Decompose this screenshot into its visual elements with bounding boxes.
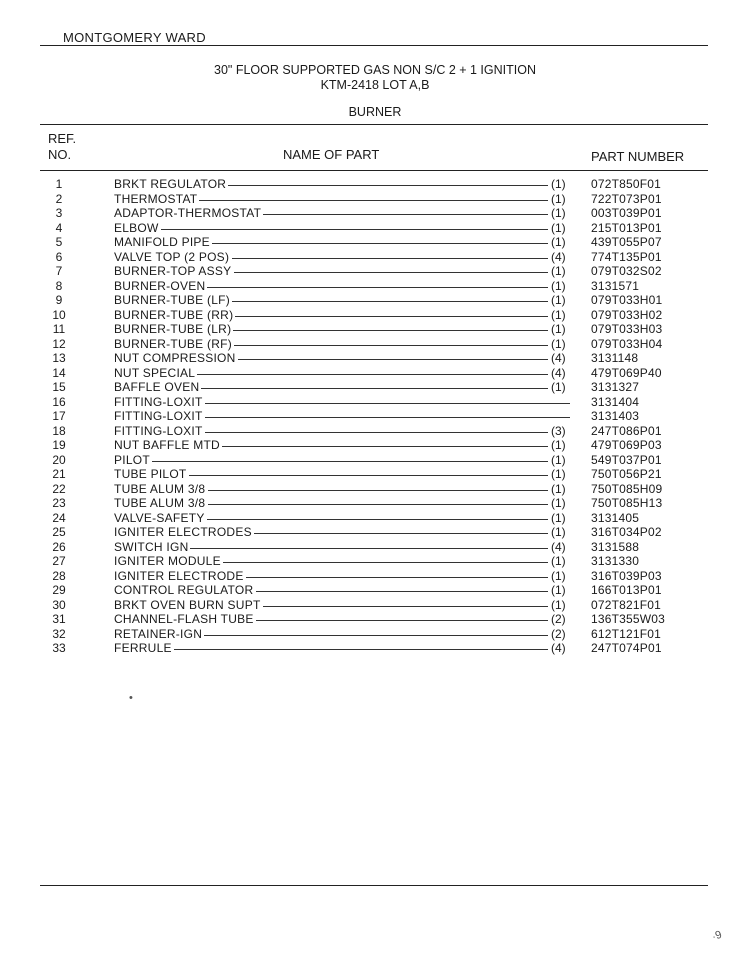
part-name: IGNITER ELECTRODE	[114, 568, 244, 583]
leader-line	[189, 475, 548, 476]
part-ref: 12	[52, 336, 66, 351]
title-line-2: KTM-2418 LOT A,B	[320, 78, 430, 92]
part-ref: 4	[55, 220, 63, 235]
part-quantity: (1)	[551, 235, 566, 249]
part-row	[0, 322, 750, 337]
part-number: 3131404	[591, 394, 640, 409]
part-name: BURNER-TUBE (LF)	[114, 293, 231, 307]
part-ref: 29	[52, 583, 66, 597]
leader-line	[152, 461, 548, 462]
part-quantity: (1)	[551, 278, 566, 293]
leader-line	[222, 446, 548, 447]
part-row	[0, 627, 750, 642]
part-ref: 2	[55, 191, 63, 206]
part-row	[0, 250, 750, 265]
part-number: 166T013P01	[591, 583, 662, 597]
part-name: FITTING-LOXIT	[114, 394, 203, 409]
leader-line	[263, 214, 548, 215]
column-name-header: NAME OF PART	[283, 147, 380, 162]
part-ref: 19	[52, 438, 66, 452]
part-number: 003T039P01	[591, 206, 662, 220]
part-row	[0, 380, 750, 395]
part-quantity: (2)	[551, 612, 566, 626]
part-name: NUT COMPRESSION	[114, 351, 236, 365]
part-name: BURNER-OVEN	[114, 278, 206, 293]
part-number: 750T085H09	[591, 481, 663, 496]
leader-line	[232, 301, 548, 302]
part-number: 549T037P01	[591, 452, 662, 467]
part-number: 3131405	[591, 510, 640, 525]
part-ref: 7	[55, 264, 63, 278]
part-number: 316T039P03	[591, 568, 662, 583]
part-quantity: (1)	[551, 583, 566, 597]
leader-line	[234, 272, 548, 273]
leader-line	[174, 649, 548, 650]
part-ref: 9	[55, 293, 63, 307]
part-row	[0, 482, 750, 497]
part-name: ADAPTOR-THERMOSTAT	[114, 206, 262, 220]
part-ref: 27	[52, 554, 66, 568]
column-ref-header	[48, 131, 76, 163]
leader-line	[205, 432, 548, 433]
part-row	[0, 453, 750, 468]
part-number: 3131330	[591, 554, 640, 568]
part-number: 079T033H02	[591, 307, 663, 322]
part-name: TUBE ALUM 3/8	[114, 496, 206, 510]
part-ref: 26	[52, 539, 66, 554]
part-name: CONTROL REGULATOR	[114, 583, 254, 597]
part-quantity: (1)	[551, 264, 566, 278]
part-ref: 6	[55, 249, 63, 264]
part-row	[0, 569, 750, 584]
part-number: 079T032S02	[591, 264, 662, 278]
part-number: 079T033H04	[591, 336, 663, 351]
part-quantity: (4)	[551, 249, 566, 264]
bottom-rule	[40, 885, 708, 886]
part-name: VALVE-SAFETY	[114, 510, 205, 525]
part-ref: 28	[52, 568, 66, 583]
document-title	[0, 63, 750, 93]
leader-line	[190, 548, 548, 549]
leader-line	[199, 200, 548, 201]
part-number: 079T033H03	[591, 322, 663, 336]
brand-name: MONTGOMERY WARD	[63, 30, 206, 45]
part-quantity: (1)	[551, 177, 566, 191]
part-row	[0, 554, 750, 569]
ref-header-line-1: REF.	[48, 131, 77, 146]
leader-line	[254, 533, 548, 534]
part-ref: 17	[52, 409, 66, 423]
leader-line	[207, 287, 548, 288]
part-quantity: (1)	[551, 307, 566, 322]
part-number: 750T056P21	[591, 467, 662, 481]
column-part-number-header: PART NUMBER	[591, 149, 685, 164]
leader-line	[234, 345, 548, 346]
leader-line	[201, 388, 548, 389]
part-row	[0, 279, 750, 294]
part-row	[0, 467, 750, 482]
part-row	[0, 192, 750, 207]
part-quantity: (1)	[551, 525, 566, 539]
part-row	[0, 583, 750, 598]
part-name: CHANNEL-FLASH TUBE	[114, 612, 254, 626]
part-quantity: (1)	[551, 467, 566, 481]
leader-line	[263, 606, 548, 607]
parts-list	[0, 177, 750, 656]
part-ref: 32	[52, 626, 66, 641]
part-name: IGNITER MODULE	[114, 554, 221, 568]
part-ref: 18	[52, 423, 66, 438]
ref-header-line-2: NO.	[48, 147, 72, 162]
part-row	[0, 293, 750, 308]
part-ref: 5	[55, 235, 63, 249]
leader-line	[232, 258, 548, 259]
part-row	[0, 409, 750, 424]
part-row	[0, 525, 750, 540]
part-row	[0, 395, 750, 410]
leader-line	[246, 577, 548, 578]
part-row	[0, 366, 750, 381]
leader-line	[205, 417, 570, 418]
part-quantity: (4)	[551, 641, 566, 655]
part-name: FERRULE	[114, 641, 172, 655]
header-rule	[40, 124, 708, 125]
part-row	[0, 206, 750, 221]
part-number: 072T850F01	[591, 177, 662, 191]
part-ref: 14	[52, 365, 66, 380]
part-number: 750T085H13	[591, 496, 663, 510]
part-number: 479T069P40	[591, 365, 662, 380]
part-row	[0, 612, 750, 627]
section-title: BURNER	[348, 105, 402, 119]
leader-line	[208, 504, 548, 505]
part-number: 439T055P07	[591, 235, 662, 249]
part-number: 247T074P01	[591, 641, 662, 655]
part-name: MANIFOLD PIPE	[114, 235, 210, 249]
leader-line	[238, 359, 548, 360]
part-quantity: (1)	[551, 206, 566, 220]
part-quantity: (3)	[551, 423, 566, 438]
part-row	[0, 235, 750, 250]
part-number: 072T821F01	[591, 597, 662, 612]
part-quantity: (1)	[551, 481, 566, 496]
part-ref: 20	[52, 452, 66, 467]
part-name: BRKT OVEN BURN SUPT	[114, 597, 261, 612]
leader-line	[223, 562, 548, 563]
part-row	[0, 264, 750, 279]
part-number: 3131148	[591, 351, 639, 365]
leader-line	[161, 229, 548, 230]
part-ref: 1	[55, 177, 63, 191]
part-row	[0, 511, 750, 526]
leader-line	[197, 374, 548, 375]
part-ref: 15	[52, 380, 66, 394]
part-quantity: (1)	[551, 380, 566, 394]
leader-line	[256, 620, 548, 621]
part-number: 316T034P02	[591, 525, 662, 539]
part-quantity: (1)	[551, 191, 566, 206]
part-name: NUT SPECIAL	[114, 365, 196, 380]
handwritten-mark: ·9	[710, 928, 724, 944]
leader-line	[204, 635, 548, 636]
part-row	[0, 496, 750, 511]
part-name: BRKT REGULATOR	[114, 177, 227, 191]
part-name: FITTING-LOXIT	[114, 409, 203, 423]
leader-line	[233, 330, 548, 331]
part-name: NUT BAFFLE MTD	[114, 438, 220, 452]
part-row	[0, 424, 750, 439]
part-quantity: (4)	[551, 539, 566, 554]
part-quantity: (1)	[551, 496, 566, 510]
part-quantity: (4)	[551, 351, 566, 365]
part-quantity: (1)	[551, 322, 566, 336]
part-name: TUBE PILOT	[114, 467, 187, 481]
part-number: 774T135P01	[591, 249, 662, 264]
part-number: 3131571	[591, 278, 640, 293]
part-ref: 16	[52, 394, 66, 409]
part-name: ELBOW	[114, 220, 159, 235]
part-number: 079T033H01	[591, 293, 663, 307]
part-quantity: (1)	[551, 220, 566, 235]
part-row	[0, 221, 750, 236]
part-quantity: (1)	[551, 293, 566, 307]
part-ref: 3	[55, 206, 63, 220]
part-quantity: (4)	[551, 365, 566, 380]
part-name: BURNER-TUBE (LR)	[114, 322, 232, 336]
part-row	[0, 598, 750, 613]
part-ref: 11	[52, 322, 66, 336]
part-number: 612T121F01	[591, 626, 662, 641]
title-line-1: 30" FLOOR SUPPORTED GAS NON S/C 2 + 1 IGNITION	[214, 63, 536, 77]
leader-line	[205, 403, 570, 404]
part-number: 479T069P03	[591, 438, 662, 452]
leader-line	[256, 591, 548, 592]
part-row	[0, 351, 750, 366]
part-number: 215T013P01	[591, 220, 662, 235]
part-ref: 31	[52, 612, 66, 626]
part-number: 722T073P01	[591, 191, 662, 206]
part-number: 136T355W03	[591, 612, 666, 626]
part-name: FITTING-LOXIT	[114, 423, 203, 438]
part-name: SWITCH IGN	[114, 539, 189, 554]
part-quantity: (1)	[551, 597, 566, 612]
leader-line	[208, 490, 548, 491]
part-ref: 24	[52, 510, 66, 525]
part-ref: 10	[52, 307, 66, 322]
part-number: 3131403	[591, 409, 640, 423]
part-ref: 21	[52, 467, 66, 481]
part-quantity: (1)	[551, 336, 566, 351]
part-name: BURNER-TUBE (RF)	[114, 336, 232, 351]
part-row	[0, 540, 750, 555]
part-row	[0, 438, 750, 453]
leader-line	[235, 316, 548, 317]
part-number: 3131588	[591, 539, 640, 554]
part-ref: 30	[52, 597, 66, 612]
part-name: RETAINER-IGN	[114, 626, 203, 641]
part-name: BAFFLE OVEN	[114, 380, 200, 394]
part-name: BURNER-TUBE (RR)	[114, 307, 234, 322]
part-ref: 33	[52, 641, 66, 655]
part-name: TUBE ALUM 3/8	[114, 481, 206, 496]
part-ref: 8	[55, 278, 63, 293]
part-name: PILOT	[114, 452, 150, 467]
part-name: IGNITER ELECTRODES	[114, 525, 252, 539]
leader-line	[228, 185, 548, 186]
part-quantity: (1)	[551, 554, 566, 568]
part-row	[0, 641, 750, 656]
dot-mark: •	[129, 692, 133, 704]
part-ref: 22	[52, 481, 66, 496]
part-row	[0, 337, 750, 352]
leader-line	[212, 243, 548, 244]
part-row	[0, 308, 750, 323]
part-ref: 13	[52, 351, 66, 365]
column-header-rule	[40, 170, 708, 171]
part-number: 3131327	[591, 380, 640, 394]
part-name: BURNER-TOP ASSY	[114, 264, 232, 278]
part-ref: 23	[52, 496, 66, 510]
part-row	[0, 177, 750, 192]
top-rule	[40, 45, 708, 46]
part-quantity: (2)	[551, 626, 566, 641]
part-quantity: (1)	[551, 568, 566, 583]
part-name: VALVE TOP (2 POS)	[114, 249, 230, 264]
leader-line	[207, 519, 548, 520]
part-name: THERMOSTAT	[114, 191, 198, 206]
part-ref: 25	[52, 525, 66, 539]
part-number: 247T086P01	[591, 423, 662, 438]
part-quantity: (1)	[551, 438, 566, 452]
part-quantity: (1)	[551, 510, 566, 525]
part-quantity: (1)	[551, 452, 566, 467]
